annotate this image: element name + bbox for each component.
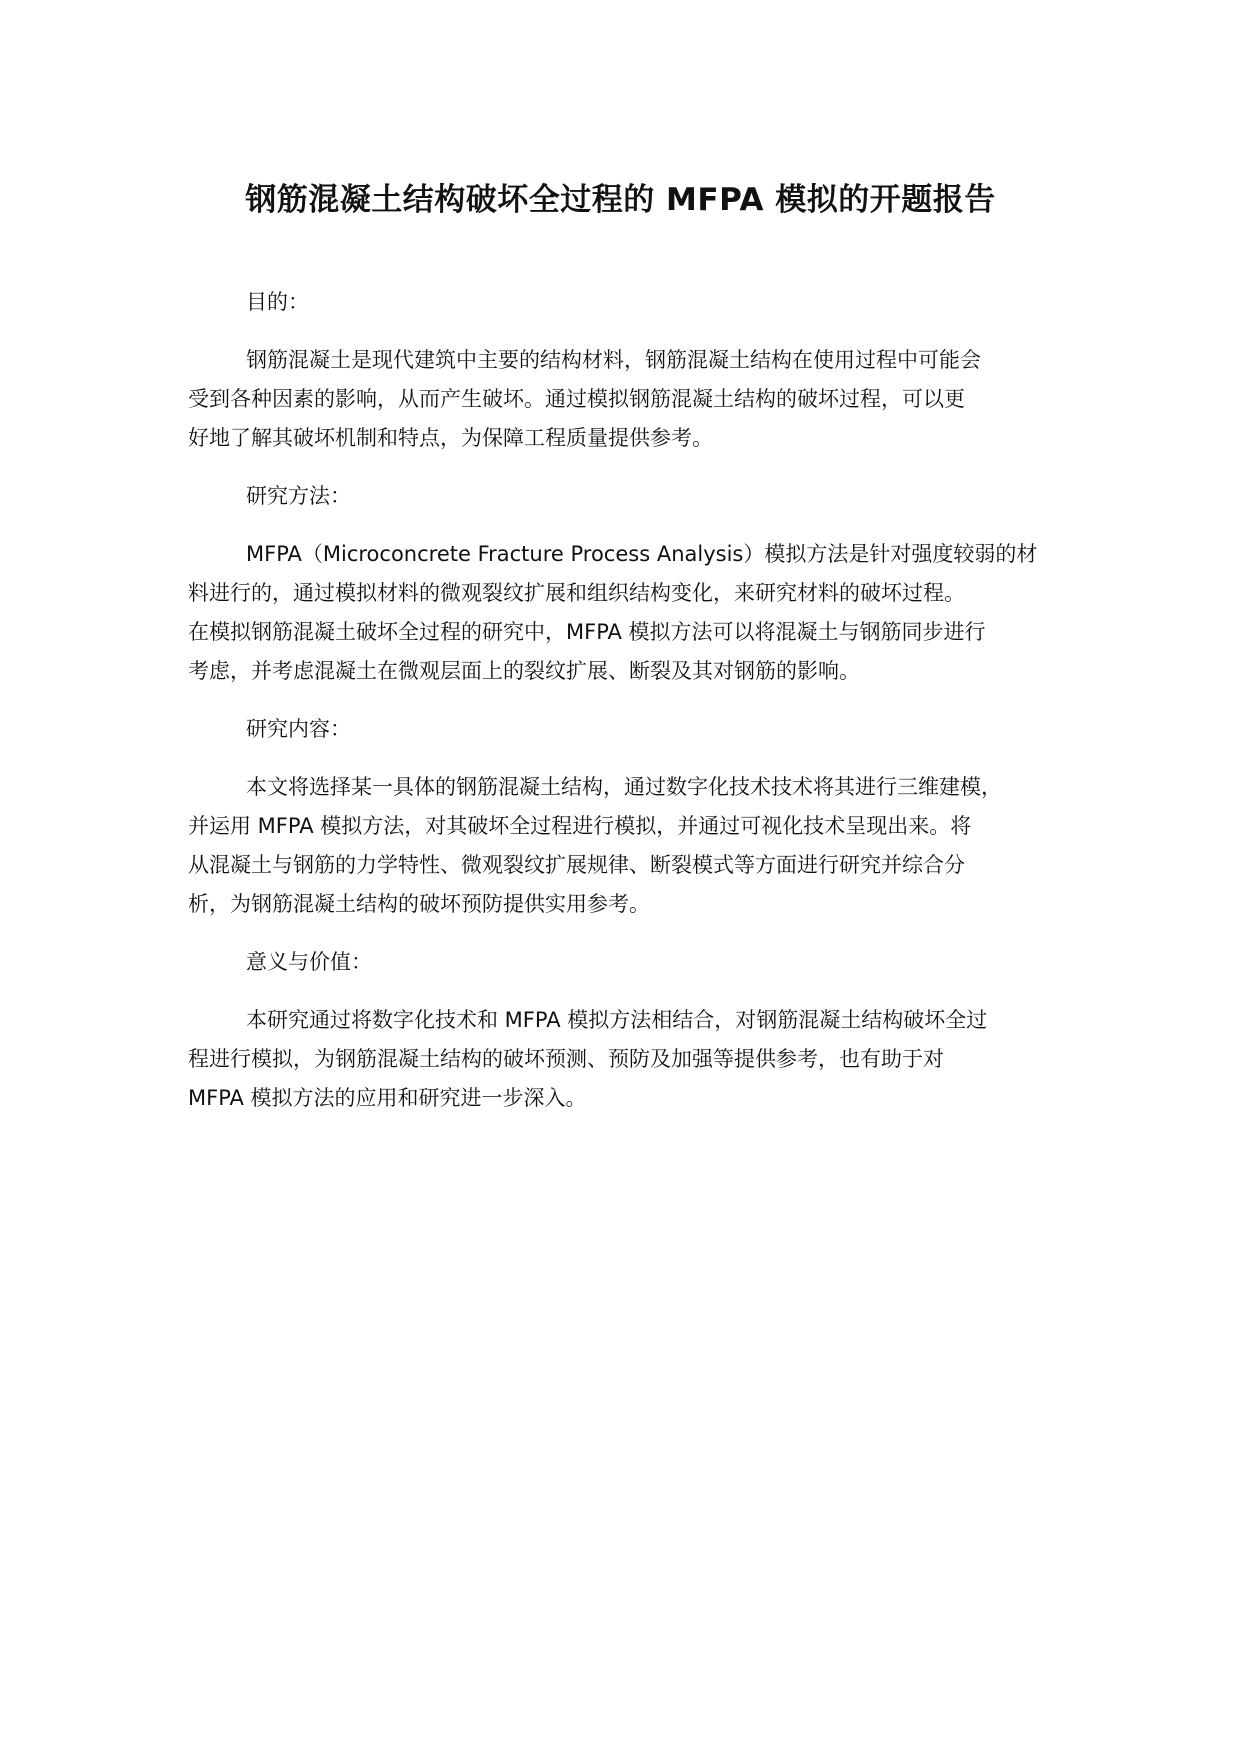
- paragraph-line: 本研究通过将数字化技术和 MFPA 模拟方法相结合，对钢筋混凝土结构破坏全过: [246, 1008, 988, 1032]
- section-paragraph: [188, 341, 1078, 458]
- section-purpose: [188, 283, 1078, 458]
- paragraph-line: 好地了解其破坏机制和特点，为保障工程质量提供参考。: [188, 426, 713, 450]
- paragraph-line: 并运用 MFPA 模拟方法，对其破坏全过程进行模拟，并通过可视化技术呈现出来。将: [188, 814, 972, 838]
- paragraph-line: 考虑，并考虑混凝土在微观层面上的裂纹扩展、断裂及其对钢筋的影响。: [188, 659, 860, 683]
- paragraph-line: 受到各种因素的影响，从而产生破坏。通过模拟钢筋混凝土结构的破坏过程，可以更: [188, 387, 965, 411]
- paragraph-line: 析，为钢筋混凝土结构的破坏预防提供实用参考。: [188, 892, 650, 916]
- section-significance: [188, 943, 1078, 1118]
- section-heading: 研究内容：: [246, 717, 351, 741]
- paragraph-line: 料进行的，通过模拟材料的微观裂纹扩展和组织结构变化，来研究材料的破坏过程。: [188, 581, 965, 605]
- section-heading: 目的：: [246, 290, 309, 314]
- paragraph-line: 本文将选择某一具体的钢筋混凝土结构，通过数字化技术技术将其进行三维建模，: [246, 775, 1002, 799]
- document-title: 钢筋混凝土结构破坏全过程的 MFPA 模拟的开题报告: [245, 182, 996, 218]
- section-paragraph: [188, 1001, 1078, 1118]
- section-content: [188, 710, 1078, 924]
- paragraph-line: 钢筋混凝土是现代建筑中主要的结构材料，钢筋混凝土结构在使用过程中可能会: [246, 348, 981, 372]
- section-heading: 研究方法：: [246, 484, 351, 508]
- section-heading: 意义与价值：: [246, 950, 372, 974]
- section-method: [188, 477, 1078, 691]
- paragraph-line: MFPA 模拟方法的应用和研究进一步深入。: [188, 1086, 587, 1110]
- paragraph-line: 程进行模拟，为钢筋混凝土结构的破坏预测、预防及加强等提供参考，也有助于对: [188, 1047, 944, 1071]
- paragraph-line: 从混凝土与钢筋的力学特性、微观裂纹扩展规律、断裂模式等方面进行研究并综合分: [188, 853, 965, 877]
- paragraph-line: MFPA（Microconcrete Fracture Process Analysis）模拟方法是针对强度较弱的材: [246, 542, 1038, 566]
- paragraph-line: 在模拟钢筋混凝土破坏全过程的研究中，MFPA 模拟方法可以将混凝土与钢筋同步进行: [188, 620, 986, 644]
- section-paragraph: [188, 768, 1078, 924]
- section-paragraph: [188, 535, 1078, 691]
- document-body: [188, 283, 1078, 1137]
